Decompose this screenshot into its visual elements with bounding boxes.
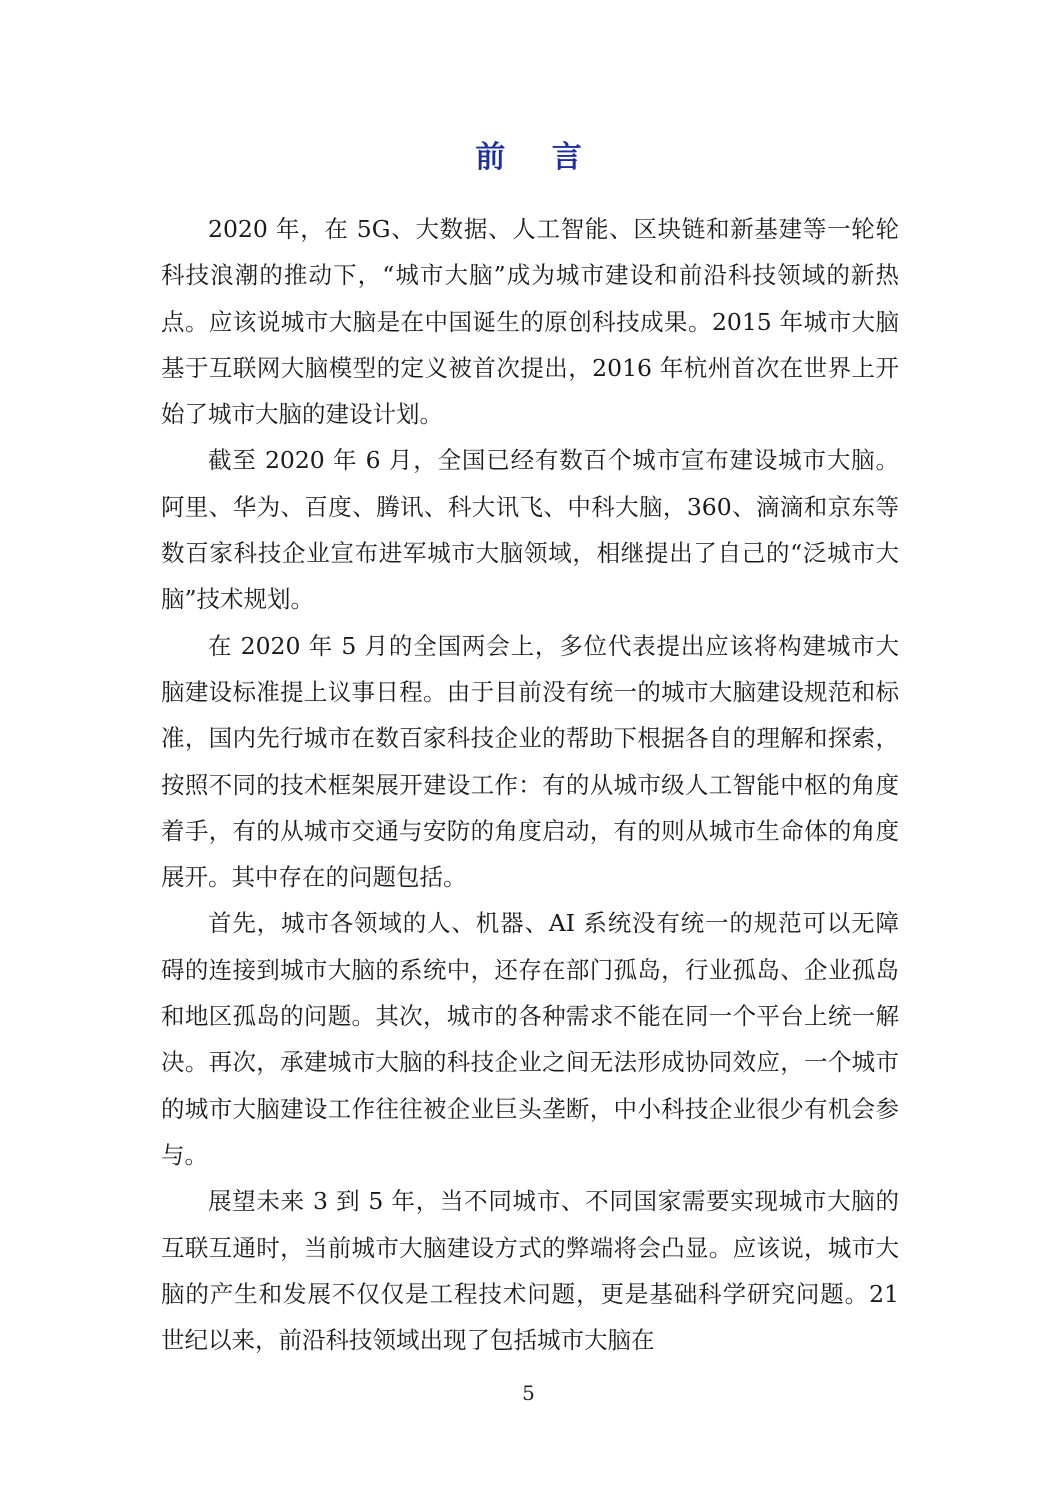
paragraph-2: 截至 2020 年 6 月，全国已经有数百个城市宣布建设城市大脑。阿里、华为、百度、腾讯、科大讯飞、中科大脑，360、滴滴和京东等数百家科技企业宣布进军城市大脑领域，相继提出了自己的“泛城市大脑”技术规划。 [161,446,899,614]
paragraph-5: 展望未来 3 到 5 年，当不同城市、不同国家需要实现城市大脑的互联互通时，当前城市大脑建设方式的弊端将会凸显。应该说，城市大脑的产生和发展不仅仅是工程技术问题，更是基础科学研究问题。21 世纪以来，前沿科技领域出现了包括城市大脑在 [161,1187,899,1355]
paragraph-3: 在 2020 年 5 月的全国两会上，多位代表提出应该将构建城市大脑建设标准提上议事日程。由于目前没有统一的城市大脑建设规范和标准，国内先行城市在数百家科技企业的帮助下根据各自的理解和探索，按照不同的技术框架展开建设工作：有的从城市级人工智能中枢的角度着手，有的从城市交通与安防的角度启动，有的则从城市生命体的角度展开。其中存在的问题包括。 [161,631,899,892]
page-number: 5 [522,1381,535,1405]
paragraph-4: 首先，城市各领域的人、机器、AI 系统没有统一的规范可以无障碍的连接到城市大脑的系统中，还存在部门孤岛，行业孤岛、企业孤岛和地区孤岛的问题。其次，城市的各种需求不能在同一个平台上统一解决。再次，承建城市大脑的科技企业之间无法形成协同效应，一个城市的城市大脑建设工作往往被企业巨头垄断，中小科技企业很少有机会参与。 [161,909,899,1169]
body-text [161,206,899,1363]
paragraph-1: 2020 年，在 5G、大数据、人工智能、区块链和新基建等一轮轮科技浪潮的推动下，“城市大脑”成为城市建设和前沿科技领域的新热点。应该说城市大脑是在中国诞生的原创科技成果。2015 年城市大脑基于互联网大脑模型的定义被首次提出，2016 年杭州首次在世界上开始了城市大脑的建设计划。 [161,215,899,429]
page-title: 前 言 [475,140,600,175]
